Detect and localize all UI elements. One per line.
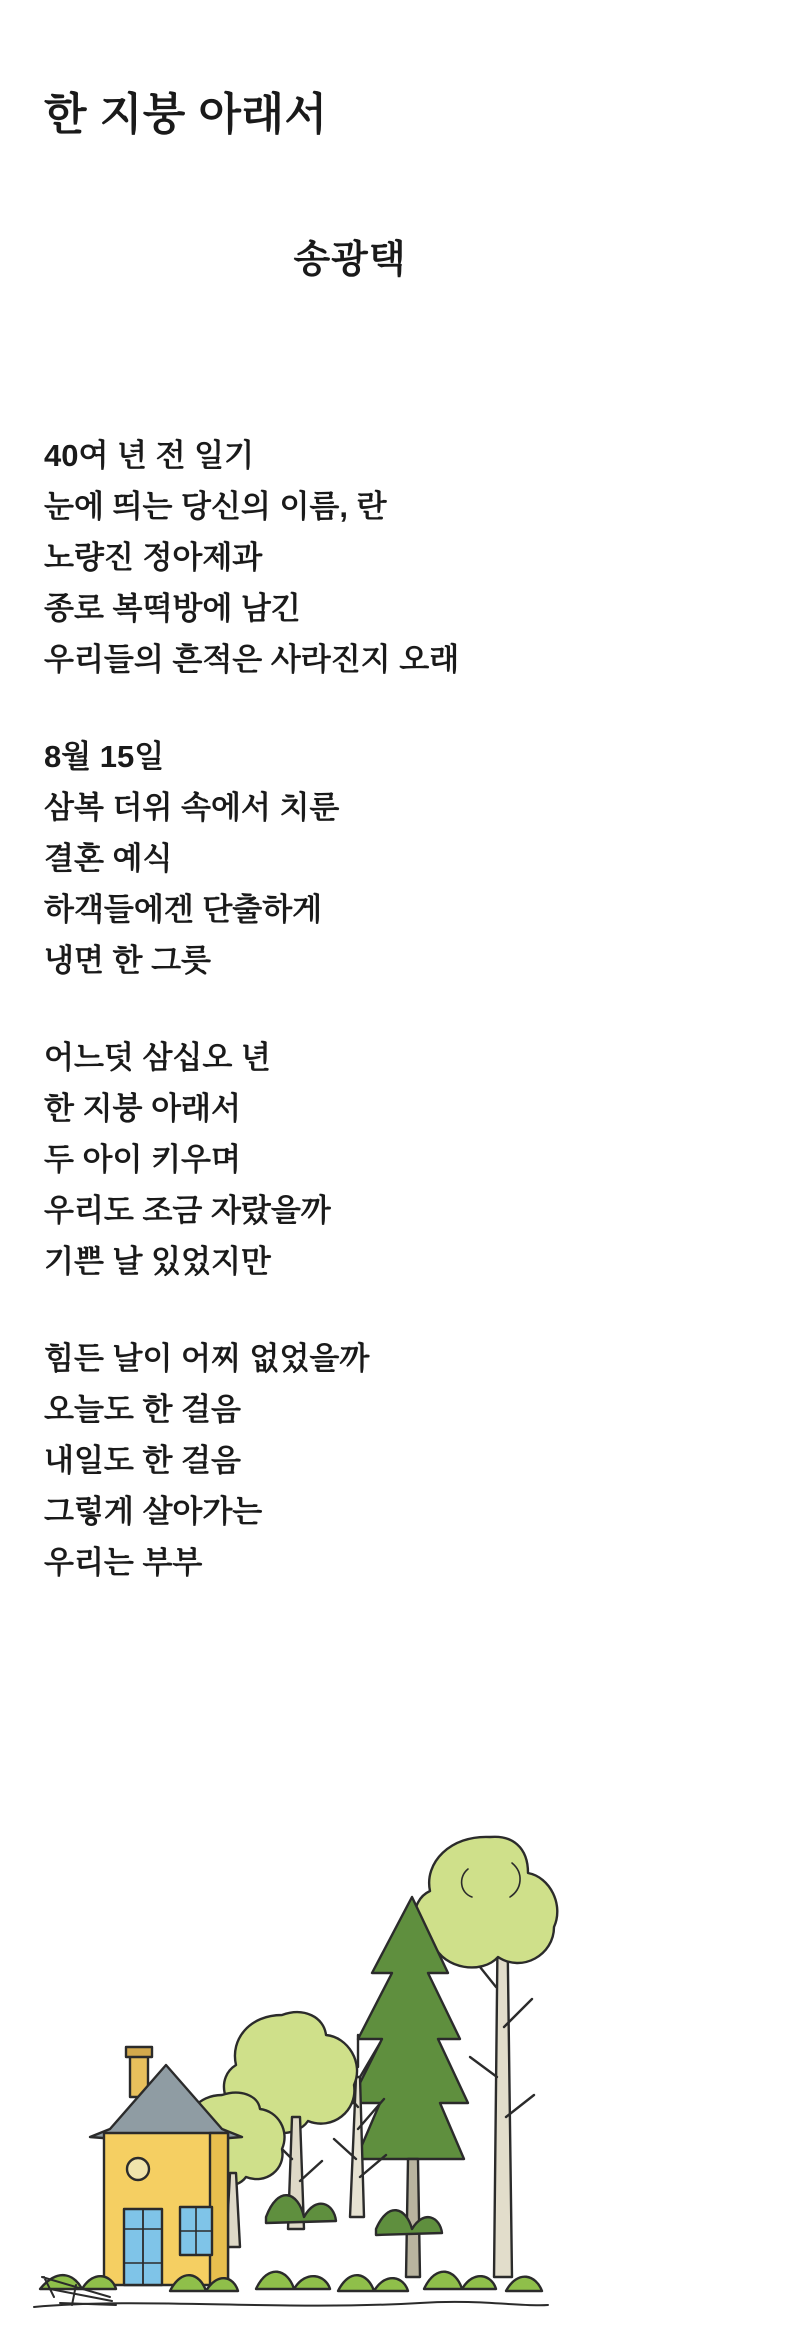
poem-line: 8월 15일 [44,739,165,774]
poem-line: 우리들의 흔적은 사라진지 오래 [44,642,460,677]
poem-stanza [44,430,760,685]
poem-line: 한 지붕 아래서 [44,1091,241,1126]
poem-line: 내일도 한 걸음 [44,1443,241,1478]
poem-line: 그렇게 살아가는 [44,1494,263,1529]
poem-line: 결혼 예식 [44,841,173,876]
page-title: 한 지붕 아래서 [44,90,328,140]
house-and-trees-illustration [20,1777,560,2337]
poem-line: 기쁜 날 있었지만 [44,1244,271,1279]
poem-stanza [44,731,760,986]
poem-line: 어느덧 삼십오 년 [44,1040,271,1075]
poem-line: 우리도 조금 자랐을까 [44,1193,331,1228]
poem-line: 종로 복떡방에 남긴 [44,591,301,626]
poem-line: 우리는 부부 [44,1545,203,1580]
poem-line: 두 아이 키우며 [44,1142,241,1177]
poem-line: 눈에 띄는 당신의 이름, 란 [44,489,387,524]
poem-line: 힘든 날이 어찌 없었을까 [44,1341,370,1376]
poem-line: 40여 년 전 일기 [44,438,255,473]
poem-stanza [44,1333,760,1588]
poem-line: 노량진 정아제과 [44,540,263,575]
poem-body [44,430,760,1588]
poem-line: 삼복 더위 속에서 치룬 [44,790,340,825]
poem-line: 냉면 한 그릇 [44,943,211,978]
author-name: 송광택 [293,239,407,281]
poem-stanza [44,1032,760,1287]
poem-line: 오늘도 한 걸음 [44,1392,241,1427]
poem-line: 하객들에겐 단출하게 [44,892,323,927]
